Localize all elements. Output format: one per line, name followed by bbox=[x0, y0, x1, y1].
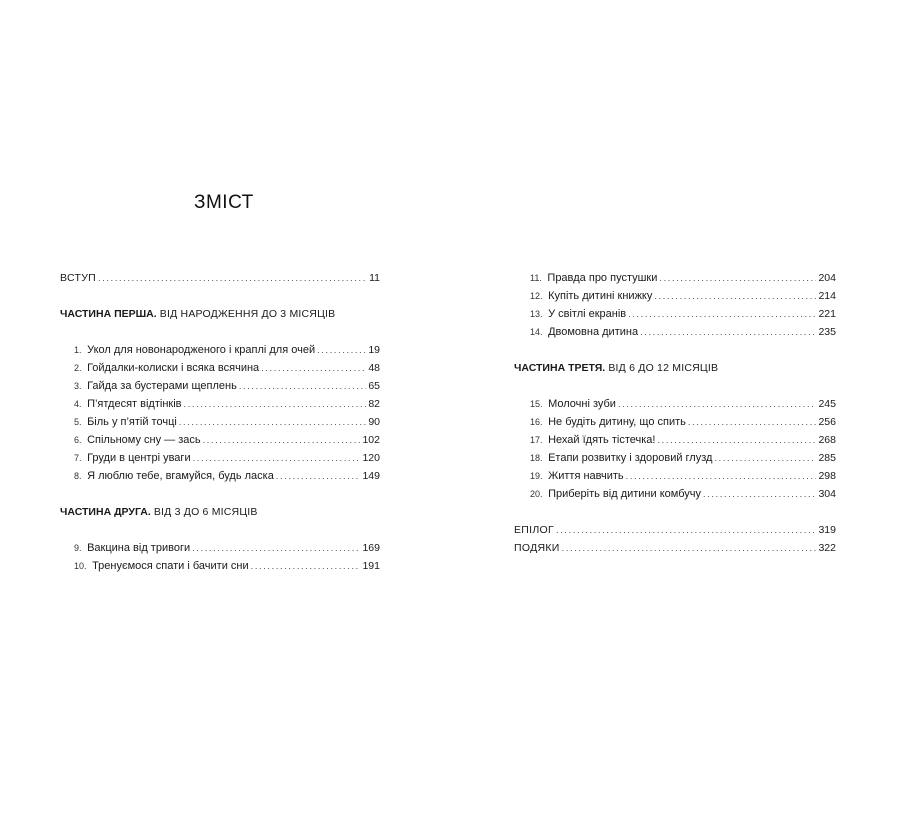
chapter-number: 17. bbox=[530, 435, 546, 445]
toc-chapter-entry bbox=[530, 433, 836, 447]
toc-chapter-label bbox=[74, 415, 177, 429]
chapter-title: Біль у п’ятій точці bbox=[87, 416, 177, 428]
toc-entry-label: ПОДЯКИ bbox=[514, 542, 560, 554]
chapter-number: 13. bbox=[530, 309, 546, 319]
chapter-number: 1. bbox=[74, 345, 85, 355]
leader-dots bbox=[276, 469, 361, 483]
chapter-title: Спільному сну — зась bbox=[87, 434, 201, 446]
chapter-number: 7. bbox=[74, 453, 85, 463]
chapter-number: 15. bbox=[530, 399, 546, 409]
toc-chapter-entry bbox=[74, 541, 380, 555]
chapter-number: 8. bbox=[74, 471, 85, 481]
chapter-number: 18. bbox=[530, 453, 546, 463]
toc-page-number: 82 bbox=[368, 398, 380, 410]
toc-chapter-label bbox=[74, 433, 201, 447]
toc-chapter-entry bbox=[74, 469, 380, 483]
toc-chapter-label bbox=[530, 325, 638, 339]
toc-chapter-entry bbox=[530, 271, 836, 285]
chapter-title: Етапи розвитку і здоровий глузд bbox=[548, 452, 713, 464]
leader-dots bbox=[659, 271, 816, 285]
leader-dots bbox=[714, 451, 816, 465]
toc-chapter-label bbox=[74, 397, 182, 411]
chapter-number: 5. bbox=[74, 417, 85, 427]
part-heading-1 bbox=[60, 307, 335, 321]
leader-dots bbox=[626, 469, 817, 483]
chapter-number: 4. bbox=[74, 399, 85, 409]
chapter-number: 20. bbox=[530, 489, 546, 499]
toc-chapter-entry bbox=[530, 325, 836, 339]
leader-dots bbox=[688, 415, 817, 429]
part-heading-3 bbox=[514, 361, 718, 375]
leader-dots bbox=[654, 289, 816, 303]
leader-dots bbox=[562, 541, 817, 555]
chapter-number: 10. bbox=[74, 561, 90, 571]
chapter-number: 12. bbox=[530, 291, 546, 301]
toc-chapter-entry bbox=[530, 451, 836, 465]
toc-page-number: 19 bbox=[368, 344, 380, 356]
chapter-title: Приберіть від дитини комбучу bbox=[548, 488, 701, 500]
toc-chapter-label bbox=[530, 469, 624, 483]
toc-chapter-label bbox=[530, 487, 701, 501]
toc-chapter-entry bbox=[74, 415, 380, 429]
chapter-title: Гайда за бустерами щеплень bbox=[87, 380, 237, 392]
chapter-number: 14. bbox=[530, 327, 546, 337]
toc-chapter-entry bbox=[530, 487, 836, 501]
right-page bbox=[450, 0, 900, 817]
toc-chapter-label bbox=[530, 451, 712, 465]
toc-chapter-label bbox=[530, 271, 657, 285]
chapter-title: Правда про пустушки bbox=[547, 272, 658, 284]
toc-chapter-entry bbox=[74, 343, 380, 357]
leader-dots bbox=[556, 523, 816, 537]
toc-entry-thanks bbox=[514, 541, 836, 555]
part-heading-bold: ЧАСТИНА ПЕРША. bbox=[60, 308, 157, 320]
chapter-title: У світлі екранів bbox=[548, 308, 627, 320]
chapter-title: Укол для новонародженого і краплі для очей bbox=[87, 344, 316, 356]
toc-page-number: 285 bbox=[818, 452, 836, 464]
toc-chapter-label bbox=[74, 541, 190, 555]
toc-chapter-entry bbox=[74, 397, 380, 411]
leader-dots bbox=[203, 433, 361, 447]
leader-dots bbox=[179, 415, 367, 429]
toc-chapter-label bbox=[74, 451, 191, 465]
chapter-number: 19. bbox=[530, 471, 546, 481]
toc-page-number: 304 bbox=[818, 488, 836, 500]
toc-page-number: 149 bbox=[362, 470, 380, 482]
toc-page-number: 268 bbox=[818, 434, 836, 446]
part-heading-2 bbox=[60, 505, 258, 519]
chapter-number: 11. bbox=[530, 273, 545, 283]
chapter-title: Молочні зуби bbox=[548, 398, 616, 410]
leader-dots bbox=[239, 379, 367, 393]
toc-chapter-entry bbox=[530, 469, 836, 483]
toc-page-number: 65 bbox=[368, 380, 380, 392]
leader-dots bbox=[193, 451, 361, 465]
toc-page-number: 48 bbox=[368, 362, 380, 374]
leader-dots bbox=[703, 487, 816, 501]
toc-page-number: 214 bbox=[818, 290, 836, 302]
toc-chapter-label bbox=[74, 379, 237, 393]
toc-chapter-entry bbox=[74, 379, 380, 393]
chapter-title: Купіть дитині книжку bbox=[548, 290, 653, 302]
toc-entry-label: ЕПІЛОГ bbox=[514, 524, 555, 536]
toc-chapter-entry bbox=[74, 451, 380, 465]
toc-chapter-label bbox=[74, 559, 249, 573]
leader-dots bbox=[251, 559, 361, 573]
chapter-number: 2. bbox=[74, 363, 85, 373]
toc-page-number: 204 bbox=[818, 272, 836, 284]
toc-page-number: 169 bbox=[362, 542, 380, 554]
toc-page-number: 221 bbox=[818, 308, 836, 320]
toc-page-number: 256 bbox=[818, 416, 836, 428]
toc-chapter-label bbox=[74, 343, 315, 357]
chapter-title: Двомовна дитина bbox=[548, 326, 639, 338]
toc-page-number: 245 bbox=[818, 398, 836, 410]
toc-chapter-label bbox=[530, 289, 652, 303]
leader-dots bbox=[261, 361, 366, 375]
chapter-title: Тренуємося спати і бачити сни bbox=[92, 560, 249, 572]
toc-entry-label: ВСТУП bbox=[60, 272, 97, 284]
part-heading-bold: ЧАСТИНА ТРЕТЯ. bbox=[514, 362, 606, 374]
chapter-title: Нехай їдять тістечка! bbox=[548, 434, 656, 446]
toc-page-number: 298 bbox=[818, 470, 836, 482]
toc-page-number: 90 bbox=[368, 416, 380, 428]
chapter-number: 9. bbox=[74, 543, 85, 553]
chapter-number: 3. bbox=[74, 381, 85, 391]
chapter-title: Не будіть дитину, що спить bbox=[548, 416, 686, 428]
toc-entry-intro bbox=[60, 271, 380, 285]
leader-dots bbox=[317, 343, 366, 357]
toc-chapter-label bbox=[530, 415, 686, 429]
leader-dots bbox=[640, 325, 816, 339]
toc-chapter-entry bbox=[530, 397, 836, 411]
toc-chapter-label bbox=[530, 397, 616, 411]
leader-dots bbox=[184, 397, 367, 411]
toc-chapter-label bbox=[74, 469, 274, 483]
toc-page-number: 235 bbox=[818, 326, 836, 338]
chapter-title: Груди в центрі уваги bbox=[87, 452, 191, 464]
toc-chapter-entry bbox=[530, 307, 836, 321]
leader-dots bbox=[628, 307, 816, 321]
toc-entry-epilogue bbox=[514, 523, 836, 537]
toc-chapter-entry bbox=[74, 361, 380, 375]
chapter-title: Гойдалки-колиски і всяка всячина bbox=[87, 362, 260, 374]
part-heading-rest: ВІД 3 ДО 6 МІСЯЦІВ bbox=[150, 506, 258, 518]
toc-chapter-label bbox=[530, 433, 655, 447]
part-heading-bold: ЧАСТИНА ДРУГА. bbox=[60, 506, 151, 518]
leader-dots bbox=[98, 271, 367, 285]
chapter-title: Життя навчить bbox=[548, 470, 624, 482]
toc-chapter-label bbox=[74, 361, 259, 375]
part-heading-rest: ВІД НАРОДЖЕННЯ ДО 3 МІСЯЦІВ bbox=[156, 308, 336, 320]
toc-chapter-entry bbox=[530, 289, 836, 303]
chapter-title: Я люблю тебе, вгамуйся, будь ласка bbox=[87, 470, 274, 482]
leader-dots bbox=[657, 433, 816, 447]
toc-chapter-label bbox=[530, 307, 626, 321]
chapter-number: 6. bbox=[74, 435, 85, 445]
toc-chapter-entry bbox=[530, 415, 836, 429]
toc-page-number: 102 bbox=[362, 434, 380, 446]
page-title: ЗМІСТ bbox=[194, 192, 254, 213]
leader-dots bbox=[192, 541, 360, 555]
leader-dots bbox=[618, 397, 817, 411]
chapter-title: П’ятдесят відтінків bbox=[87, 398, 182, 410]
toc-chapter-entry bbox=[74, 559, 380, 573]
chapter-title: Вакцина від тривоги bbox=[87, 542, 191, 554]
toc-chapter-entry bbox=[74, 433, 380, 447]
chapter-number: 16. bbox=[530, 417, 546, 427]
toc-page-number: 319 bbox=[818, 524, 836, 536]
toc-page-number: 11 bbox=[369, 272, 380, 284]
toc-page-number: 120 bbox=[362, 452, 380, 464]
toc-page-number: 191 bbox=[362, 560, 380, 572]
toc-page-number: 322 bbox=[818, 542, 836, 554]
part-heading-rest: ВІД 6 ДО 12 МІСЯЦІВ bbox=[605, 362, 719, 374]
